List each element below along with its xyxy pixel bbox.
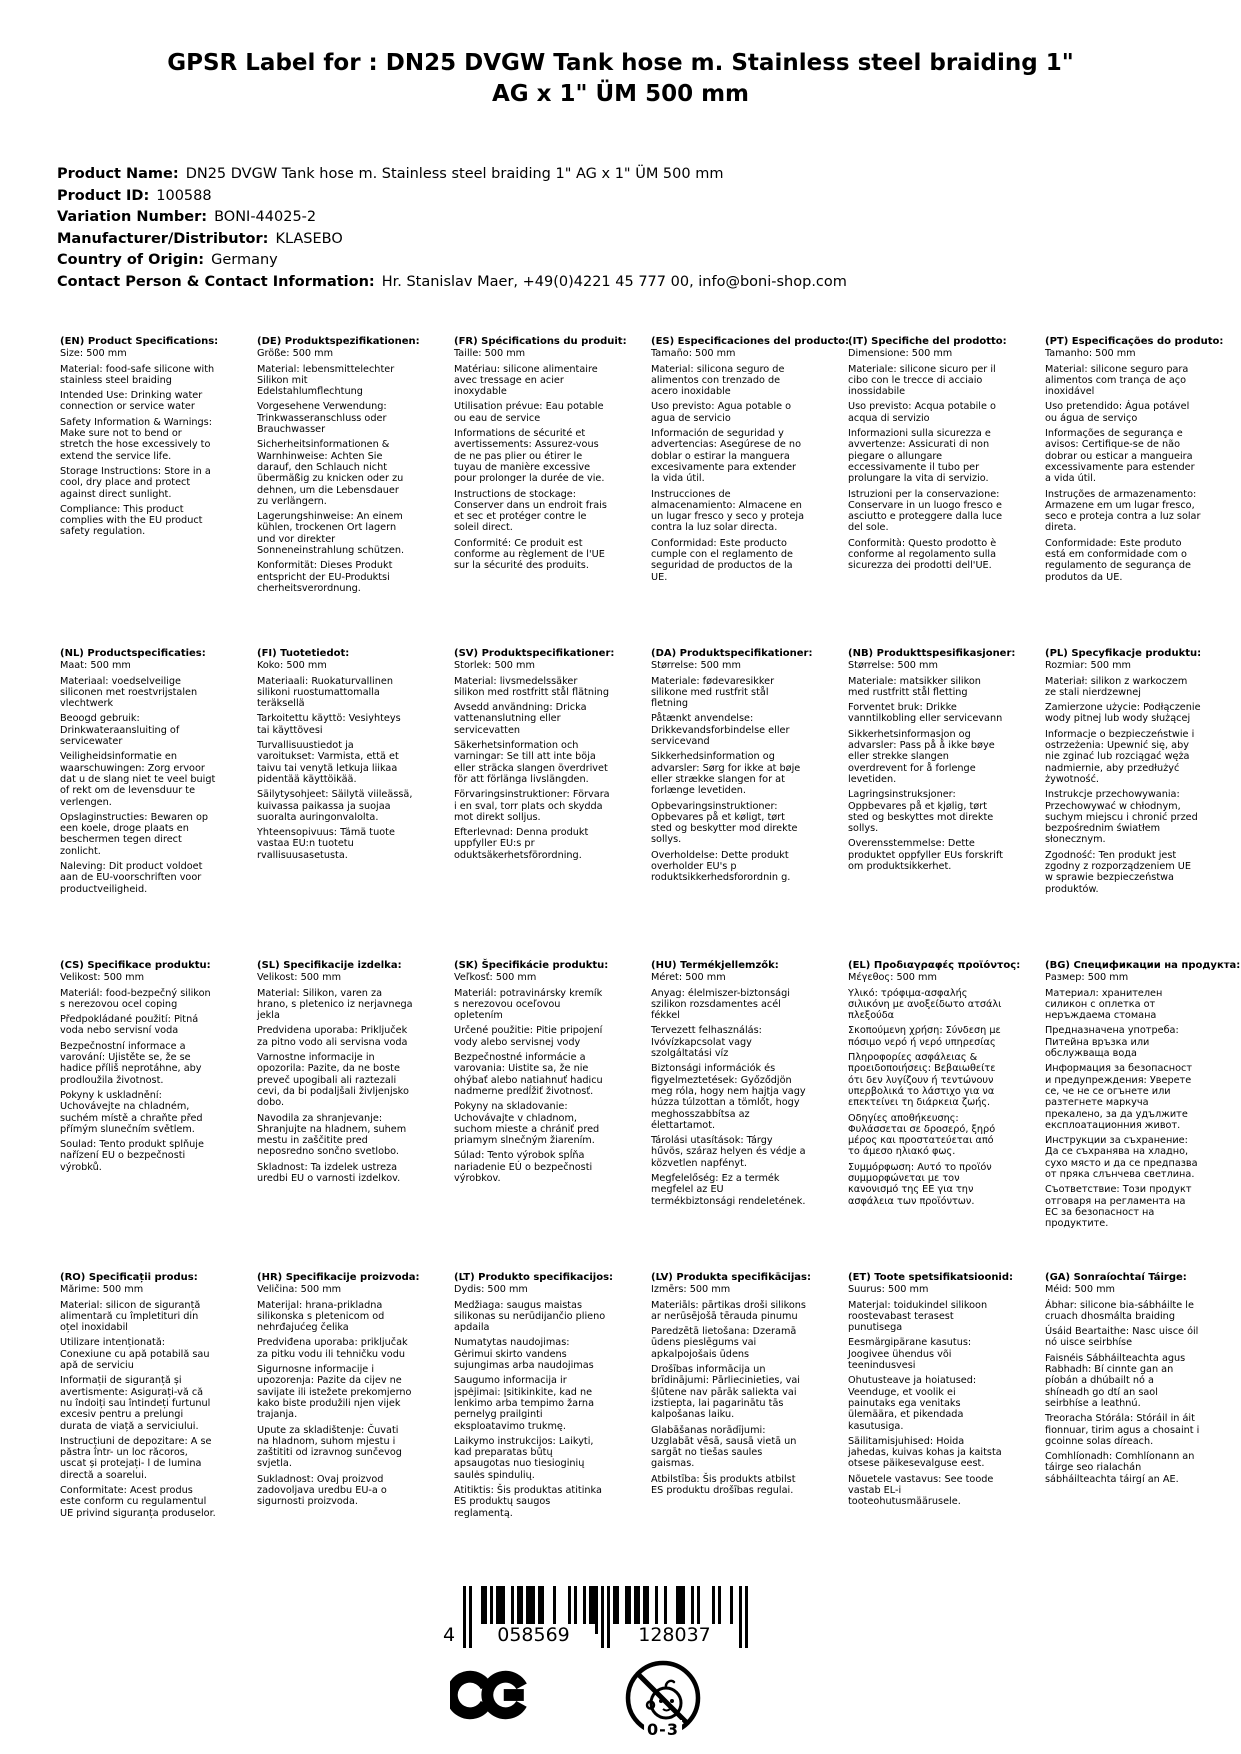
spec-block-sk [454, 960, 610, 1272]
spec-item: Súlad: Tento výrobok spĺňa nariadenie EÚ o bezpečnosti výrobkov. [454, 1150, 593, 1185]
spec-heading: (SL) Specifikacije izdelka: [257, 960, 402, 971]
spec-item: Påtænkt anvendelse: Drikkevandsforbindelse eller servicevand [651, 713, 790, 748]
spec-item: Istruzioni per la conservazione: Conservare in un luogo fresco e asciutto e proteggere dalla luce del sole. [848, 488, 1003, 534]
spec-item: Informações de segurança e avisos: Certifique-se de não dobrar ou esticar a mangueira excessivamente para estender a vida útil. [1045, 428, 1195, 485]
spec-heading: (HU) Termékjellemzők: [651, 960, 779, 971]
spec-heading: (ET) Toote spetsifikatsioonid: [848, 1272, 1014, 1283]
spec-item: Méret: 500 mm [651, 972, 726, 984]
spec-item: Veličina: 500 mm [257, 1284, 342, 1296]
spec-item: Yhteensopivuus: Tämä tuote vastaa EU:n tuotetu rvallisuusasetusta. [257, 827, 395, 861]
spec-item: Ohutusteave ja hoiatused: Veenduge, et voolik ei painutaks ega venitaks ülemäära, et pikendada kasutusiga. [848, 1375, 977, 1432]
spec-item: Informacje o bezpieczeństwie i ostrzeżenia: Upewnić się, aby nie zginać lub rozciągać węża nadmiernie, aby przedłużyć żywotność. [1045, 728, 1195, 785]
spec-heading: (DE) Produktspezifikationen: [257, 336, 420, 347]
spec-item: Säkerhetsinformation och varningar: Se till att inte böja eller sträcka slangen överdrivet för att förlänga livslängden. [454, 740, 608, 785]
product-info-value: BONI-44025-2 [214, 209, 317, 226]
spec-block-en [60, 336, 219, 648]
spec-item: Material: Silikon, varen za hrano, s pletenico iz nerjavnega jekla [257, 987, 413, 1022]
spec-item: Lagerungshinweise: An einem kühlen, trockenen Ort lagern und vor direkter Sonneneinstrahlung schützen. [257, 511, 405, 557]
spec-item: Atbilstība: Šis produkts atbilst ES produktu drošības regulai. [651, 1473, 796, 1497]
ce-mark-icon [450, 1666, 532, 1724]
product-info-label: Contact Person & Contact Information: [57, 273, 375, 290]
spec-item: Soulad: Tento produkt splňuje nařízení EU o bezpečnosti výrobků. [60, 1139, 204, 1173]
spec-item: Conformitate: Acest produs este conform cu regulamentul UE privind siguranța produselor. [60, 1485, 216, 1519]
spec-block-hu [651, 960, 807, 1272]
spec-item: Upute za skladištenje: Čuvati na hladnom, suhom mjestu i zaštititi od izravnog sunčevog svjetla. [257, 1424, 402, 1470]
spec-block-hr [257, 1272, 420, 1584]
spec-item: Größe: 500 mm [257, 348, 334, 360]
spec-item: Materijal: hrana-prikladna silikonska s pletenicom od nehrđajućeg čelika [257, 1299, 385, 1334]
spec-item: Taille: 500 mm [454, 348, 526, 360]
spec-heading: (FI) Tuotetiedot: [257, 648, 350, 659]
spec-item: Uso previsto: Acqua potabile o acqua di servizio [848, 401, 996, 424]
spec-block-sl [257, 960, 413, 1272]
spec-item: Beoogd gebruik: Drinkwateraansluiting of servicewater [60, 713, 180, 748]
spec-item: Pokyny k uskladnění: Uchovávejte na chladném, suchém místě a chraňte před přímým slunečním světlem. [60, 1089, 203, 1135]
spec-item: Μέγεθος: 500 mm [848, 972, 937, 984]
spec-item: Съответствие: Този продукт отговаря на регламента на ЕС за безопасност на продуктите. [1045, 1184, 1192, 1230]
spec-block-de [257, 336, 420, 648]
spec-item: Zamierzone użycie: Podłączenie wody pitnej lub wody służącej [1045, 702, 1201, 725]
spec-item: Overensstemmelse: Dette produktet oppfyller EUs forskrift om produktsikkerhet. [848, 838, 1004, 873]
spec-item: Инструкции за съхранение: Да се съхранява на хладно, сухо място и да се предпазва от пряка слънчева светлина. [1045, 1135, 1198, 1181]
spec-item: Saugumo informacija ir įspėjimai: Įsitikinkite, kad ne lenkimo arba tempimo žarna pernelyg prailginti eksploatavimo trukmę. [454, 1375, 595, 1432]
spec-item: Materiál: potravinársky kremík s nerezovou oceľovou opletením [454, 987, 603, 1022]
spec-item: Материал: хранителен силикон с оплетка от неръждаема стомана [1045, 987, 1163, 1022]
spec-item: Matériau: silicone alimentaire avec tressage en acier inoxydable [454, 363, 598, 398]
spec-item: Avsedd användning: Dricka vattenanslutning eller servicevatten [454, 702, 587, 736]
spec-item: Nõuetele vastavus: See toode vastab EL-i tooteohutusmäärusele. [848, 1473, 994, 1508]
spec-block-pl [1045, 648, 1201, 960]
spec-item: Informații de siguranță și avertismente: Asigurați-vă că nu îndoiți sau întindeți furtunul excesiv pentru a prelungi durata de viață a serviciului. [60, 1375, 211, 1432]
product-info-label: Manufacturer/Distributor: [57, 230, 269, 247]
spec-item: Predviđena uporaba: priključak za pitku vodu ili tehničku vodu [257, 1337, 408, 1360]
spec-item: Storlek: 500 mm [454, 660, 535, 672]
spec-heading: (LT) Produkto specifikacijos: [454, 1272, 614, 1283]
spec-item: Sicherheitsinformationen & Warnhinweise: Achten Sie darauf, den Schlauch nicht übermäßig zu knicken oder zu dehnen, um die Lebensdauer zu verlängern. [257, 439, 404, 507]
spec-heading: (CS) Specifikace produktu: [60, 960, 211, 971]
spec-item: Storage Instructions: Store in a cool, dry place and protect against direct sunlight. [60, 465, 211, 500]
product-info-label: Country of Origin: [57, 252, 205, 269]
spec-item: Lagringsinstruksjoner: Oppbevares på et kjølig, tørt sted og beskyttes mot direkte sollys. [848, 789, 994, 835]
spec-item: Faisnéis Sábháilteachta agus Rabhadh: Bí cinnte gan an píobán a dhúbailt nó a shíneadh go dtí an saol seirbhíse a leathnú. [1045, 1352, 1186, 1409]
spec-item: Información de seguridad y advertencias: Asegúrese de no doblar o estirar la manguera excesivamente para extender la vida útil. [651, 428, 801, 485]
age-warning-text: 0-3 [644, 1720, 682, 1739]
spec-item: Určené použitie: Pitie pripojení vody alebo servisnej vody [454, 1025, 603, 1048]
spec-item: Instructions de stockage: Conserver dans un endroit frais et sec et protéger contre le soleil direct. [454, 488, 607, 534]
document-title [60, 48, 1181, 110]
spec-item: Veiligheidsinformatie en waarschuwingen: Zorg ervoor dat u de slang niet te veel buigt of rekt om de levensduur te verlengen. [60, 751, 216, 808]
spec-heading: (FR) Spécifications du produit: [454, 336, 627, 347]
spec-item: Tárolási utasítások: Tárgy hűvös, száraz helyen és védje a közvetlen napfényt. [651, 1135, 806, 1169]
spec-item: Material: livsmedelssäker silikon med rostfritt stål flätning [454, 675, 609, 698]
spec-item: Materiał: silikon z warkoczem ze stali nierdzewnej [1045, 675, 1188, 698]
spec-item: Instrukcje przechowywania: Przechowywać w chłodnym, suchym miejscu i chronić przed bezpośrednim światłem słonecznym. [1045, 789, 1198, 846]
spec-item: Laikymo instrukcijos: Laikyti, kad preparatas būtų apsaugotas nuo tiesioginių saulės spindulių. [454, 1435, 594, 1481]
spec-item: Medžiaga: saugus maistas silikonas su nerūdijančio plieno apdaila [454, 1299, 606, 1334]
spec-item: Velikost: 500 mm [257, 972, 342, 984]
product-info-row [57, 229, 847, 251]
spec-item: Sikkerhetsinformasjon og advarsler: Pass på å ikke bøye eller strekke slangen overdrevent for å forlenge levetiden. [848, 728, 995, 785]
product-info-row [57, 250, 847, 272]
spec-heading: (IT) Specifiche del prodotto: [848, 336, 1007, 347]
spec-item: Skladnost: Ta izdelek ustreza uredbi EU o varnosti izdelkov. [257, 1161, 401, 1185]
barcode-group1: 058569 [472, 1624, 595, 1646]
spec-item: Uso pretendido: Água potável ou água de serviço [1045, 401, 1190, 424]
spec-item: Tervezett felhasználás: Ivóvízkapcsolat vagy szolgáltatási víz [651, 1025, 762, 1060]
spec-heading: (NB) Produkttspesifikasjoner: [848, 648, 1016, 659]
spec-item: Size: 500 mm [60, 348, 127, 360]
spec-item: Säilitamisjuhised: Hoida jahedas, kuivas kohas ja kaitsta otsese päikesevalguse eest. [848, 1435, 1002, 1470]
spec-item: Atitiktis: Šis produktas atitinka ES produktų saugos reglamentą. [454, 1485, 602, 1519]
spec-item: Forventet bruk: Drikke vanntilkobling eller servicevann [848, 702, 1003, 725]
spec-item: Sikkerhedsinformation og advarsler: Sørg for ikke at bøje eller strække slangen for at forlænge levetiden. [651, 751, 801, 797]
spec-heading: (EN) Product Specifications: [60, 336, 219, 347]
spec-item: Biztonsági információk és figyelmeztetések: Győződjön meg róla, hogy nem hajtja vagy húzza túlzottan a tömlőt, hogy meghosszabbítsa az élettartamot. [651, 1063, 806, 1131]
spec-item: Overholdelse: Dette produkt overholder EU's p roduktsikkerhedsforordnin g. [651, 849, 791, 884]
spec-item: Zgodność: Ten produkt jest zgodny z rozporządzeniem UE w sprawie bezpieczeństwa produktów. [1045, 849, 1192, 895]
product-info-row [57, 272, 847, 294]
spec-heading: (ES) Especificaciones del producto: [651, 336, 850, 347]
product-info-row [57, 164, 847, 186]
spec-item: Eesmärgipärane kasutus: Joogivee ühendus või teenindusvesi [848, 1337, 972, 1372]
spec-block-pt [1045, 336, 1224, 648]
spec-block-ga [1045, 1272, 1201, 1584]
spec-block-lv [651, 1272, 811, 1584]
spec-item: Maat: 500 mm [60, 660, 131, 672]
spec-item: Opslaginstructies: Bewaren op een koele, droge plaats en beschermen tegen direct zonlicht. [60, 811, 209, 857]
spec-item: Tamaño: 500 mm [651, 348, 736, 360]
spec-item: Materiale: matsikker silikon med rustfritt stål fletting [848, 675, 981, 698]
spec-item: Material: silicon de siguranță alimentară cu împletituri din oțel inoxidabil [60, 1299, 201, 1334]
spec-item: Dimensione: 500 mm [848, 348, 953, 360]
spec-item: Säilytysohjeet: Säilytä viileässä, kuivassa paikassa ja suojaa suoralta auringonvalolta. [257, 789, 413, 823]
spec-item: Naleving: Dit product voldoet aan de EU-voorschriften voor productveiligheid. [60, 861, 203, 895]
spec-item: Størrelse: 500 mm [651, 660, 741, 672]
spec-heading: (PT) Especificações do produto: [1045, 336, 1224, 347]
spec-item: Bezpečnostní informace a varování: Ujistěte se, že se hadice příliš neprotáhne, aby prodloužila životnost. [60, 1040, 202, 1086]
document-title-line2: AG x 1" ÜM 500 mm [491, 81, 750, 107]
spec-item: Πληροφορίες ασφάλειας & προειδοποιήσεις: Βεβαιωθείτε ότι δεν λυγίζουν ή τεντώνουν υπερβολικά το λάστιχο για να επεκτείνει τη διάρκεια ζωής. [848, 1052, 996, 1109]
spec-item: Tarkoitettu käyttö: Vesiyhteys tai käyttövesi [257, 713, 401, 736]
product-info-label: Variation Number: [57, 209, 208, 226]
spec-item: Úsáid Beartaithe: Nasc uisce óil nó uisce seirbhíse [1045, 1326, 1199, 1349]
spec-block-nb [848, 648, 1016, 960]
spec-item: Информация за безопасност и предупреждения: Уверете се, че не се огънете или разтегнете маркуча прекалено, за да удължите експлоатационния живот. [1045, 1063, 1192, 1131]
spec-item: Conformidad: Este producto cumple con el reglamento de seguridad de productos de la UE. [651, 537, 793, 583]
spec-heading: (GA) Sonraíochtaí Táirge: [1045, 1272, 1187, 1283]
spec-heading: (NL) Productspecificaties: [60, 648, 206, 659]
age-warning-symbol [623, 1658, 703, 1754]
spec-item: Informations de sécurité et avertissements: Assurez-vous de ne pas plier ou étirer le tuyau de manière excessive pour prolonger la durée de vie. [454, 428, 605, 485]
spec-item: Předpokládané použití: Pitná voda nebo servisní voda [60, 1014, 199, 1037]
product-info-value: 100588 [156, 187, 212, 204]
spec-block-el [848, 960, 1021, 1272]
spec-item: Vorgesehene Verwendung: Trinkwasseranschluss oder Brauchwasser [257, 401, 387, 436]
ean-barcode [443, 1586, 756, 1654]
spec-heading: (EL) Προδιαγραφές προϊόντος: [848, 960, 1021, 971]
spec-block-nl [60, 648, 216, 960]
product-info-row [57, 207, 847, 229]
spec-item: Tamanho: 500 mm [1045, 348, 1136, 360]
spec-item: Bezpečnostné informácie a varovania: Uistite sa, že nie ohýbať alebo natiahnuť hadicu nadmerne predĺžiť životnosť. [454, 1052, 603, 1097]
spec-item: Conformità: Questo prodotto è conforme al regolamento sulla sicurezza dei prodotti dell'UE. [848, 537, 997, 572]
spec-item: Velikost: 500 mm [60, 972, 145, 984]
spec-item: Varnostne informacije in opozorila: Pazite, da ne boste preveč upogibali ali raztezali cevi, da bi podaljšali življenjsko dobo. [257, 1052, 409, 1109]
product-info-label: Product Name: [57, 166, 179, 182]
barcode-left-digit: 4 [443, 1624, 456, 1646]
product-info-row [57, 186, 847, 208]
spec-item: Instrucciones de almacenamiento: Almacene en un lugar fresco y seco y proteja contra la luz solar directa. [651, 488, 805, 534]
spec-item: Informazioni sulla sicurezza e avvertenze: Assicurati di non piegare o allungare eccessivamente il tubo per prolungare la vita di servizio. [848, 428, 991, 485]
product-info [57, 164, 847, 294]
spec-item: Σκοπούμενη χρήση: Σύνδεση με πόσιμο νερό ή νερό υπηρεσίας [848, 1025, 1001, 1048]
spec-item: Instrucțiuni de depozitare: A se păstra într- un loc răcoros, uscat și protejați- l de lumina directă a soarelui. [60, 1435, 212, 1481]
spec-item: Megfelelőség: Ez a termék megfelel az EU termékbiztonsági rendeletének. [651, 1173, 806, 1207]
language-specs-grid [60, 336, 1241, 1584]
spec-item: Predvidena uporaba: Priključek za pitno vodo ali servisna voda [257, 1025, 408, 1048]
spec-block-et [848, 1272, 1014, 1584]
spec-item: Materiale: silicone sicuro per il cibo con le trecce di acciaio inossidabile [848, 363, 996, 398]
spec-item: Material: silicone seguro para alimentos com trança de aço inoxidável [1045, 363, 1189, 398]
spec-item: Dydis: 500 mm [454, 1284, 528, 1296]
spec-block-it [848, 336, 1007, 648]
spec-item: Compliance: This product complies with the EU product safety regulation. [60, 503, 203, 538]
spec-item: Materjal: toidukindel silikoon roostevabast terasest punutisega [848, 1299, 988, 1334]
spec-item: Intended Use: Drinking water connection or service water [60, 390, 203, 413]
spec-heading: (RO) Specificații produs: [60, 1272, 198, 1283]
spec-item: Koko: 500 mm [257, 660, 327, 672]
spec-item: Paredzētā lietošana: Dzeramā ūdens pieslēgums vai apkalpojošais ūdens [651, 1326, 797, 1360]
spec-block-bg [1045, 960, 1241, 1272]
spec-item: Comhlíonadh: Comhlíonann an táirge seo rialachán sábháilteachta táirgí an AE. [1045, 1451, 1195, 1485]
spec-item: Navodila za shranjevanje: Shranjujte na hladnem, suhem mestu in zaščitite pred neposredno sončno svetlobo. [257, 1112, 407, 1158]
spec-item: Rozmiar: 500 mm [1045, 660, 1131, 672]
spec-item: Materiāls: pārtikas droši silikons ar nerūsējošā tērauda pinumu [651, 1299, 806, 1322]
spec-item: Méid: 500 mm [1045, 1284, 1115, 1296]
spec-item: Material: food-safe silicone with stainless steel braiding [60, 363, 215, 386]
document-title-line1: GPSR Label for : DN25 DVGW Tank hose m. Stainless steel braiding 1" [167, 50, 1074, 76]
spec-item: Förvaringsinstruktioner: Förvara i en sval, torr plats och skydda mot direkt solljus. [454, 789, 610, 823]
product-info-value: KLASEBO [275, 230, 343, 247]
spec-item: Glabāšanas norādījumi: Uzglabāt vēsā, sausā vietā un sargāt no tiešas saules gaismas. [651, 1424, 797, 1470]
spec-item: Drošības informācija un brīdinājumi: Pārliecinieties, vai šļūtene nav pārāk saliekta vai izstiepta, lai pagarinātu tās kalpošanas laiku. [651, 1364, 800, 1421]
spec-item: Suurus: 500 mm [848, 1284, 929, 1296]
spec-item: Veľkosť: 500 mm [454, 972, 537, 984]
spec-block-es [651, 336, 850, 648]
spec-heading: (SK) Špecifikácie produktu: [454, 960, 609, 971]
spec-item: Предназначена употреба: Питейна връзка или обслужваща вода [1045, 1025, 1179, 1060]
spec-item: Συμμόρφωση: Αυτό το προϊόν συμμορφώνεται με τον κανονισμό της ΕΕ για την ασφάλεια των προϊόντων. [848, 1161, 992, 1207]
spec-item: Υλικό: τρόφιμα-ασφαλής σιλικόνη με ανοξείδωτο ατσάλι πλεξούδα [848, 987, 1002, 1022]
spec-item: Anyag: élelmiszer-biztonsági szilikon rozsdamentes acél fékkel [651, 987, 790, 1022]
spec-heading: (LV) Produkta specifikācijas: [651, 1272, 811, 1283]
product-info-value: DN25 DVGW Tank hose m. Stainless steel braiding 1" AG x 1" ÜM 500 mm [185, 166, 724, 182]
spec-heading: (HR) Specifikacije proizvoda: [257, 1272, 420, 1283]
spec-item: Materiaal: voedselveilige siliconen met roestvrijstalen vlechtwerk [60, 675, 198, 710]
spec-item: Numatytas naudojimas: Gėrimui skirto vandens sujungimas arba naudojimas [454, 1337, 594, 1372]
spec-item: Turvallisuustiedot ja varoitukset: Varmista, että et taivu tai venytä letkuja liikaa pidentää käyttöikää. [257, 740, 399, 785]
spec-item: Utilisation prévue: Eau potable ou eau de service [454, 401, 604, 424]
spec-item: Safety Information & Warnings: Make sure not to bend or stretch the hose excessively to extend the service life. [60, 416, 212, 462]
spec-item: Treoracha Stórála: Stóráil in áit fionnuar, tirim agus a chosaint i gcoinne solas díreach. [1045, 1413, 1200, 1447]
spec-item: Pokyny na skladovanie: Uchovávajte v chladnom, suchom mieste a chrániť pred priamym slnečným žiarením. [454, 1101, 600, 1147]
product-info-label: Product ID: [57, 187, 150, 204]
spec-item: Opbevaringsinstruktioner: Opbevares på et køligt, tørt sted og beskytter mod direkte sollys. [651, 800, 798, 846]
spec-item: Størrelse: 500 mm [848, 660, 938, 672]
spec-block-sv [454, 648, 615, 960]
spec-item: Izmērs: 500 mm [651, 1284, 731, 1296]
product-info-value: Germany [211, 252, 278, 269]
spec-block-cs [60, 960, 216, 1272]
spec-heading: (DA) Produktspecifikationer: [651, 648, 813, 659]
spec-block-da [651, 648, 813, 960]
spec-block-fi [257, 648, 413, 960]
spec-item: Sukladnost: Ovaj proizvod zadovoljava uredbu EU-a o sigurnosti proizvoda. [257, 1473, 387, 1508]
spec-item: Instruções de armazenamento: Armazene em um lugar fresco, seco e proteja contra a luz solar direta. [1045, 488, 1201, 534]
barcode-group2: 128037 [613, 1624, 736, 1646]
spec-heading: (BG) Спецификации на продукта: [1045, 960, 1241, 971]
spec-item: Conformidade: Este produto está em conformidade com o regulamento de segurança de produtos da UE. [1045, 537, 1191, 583]
spec-item: Materiale: fødevaresikker silikone med rustfrit stål fletning [651, 675, 775, 710]
spec-item: Materiál: food-bezpečný silikon s nerezovou ocel coping [60, 987, 211, 1010]
spec-item: Material: silicona seguro de alimentos con trenzado de acero inoxidable [651, 363, 785, 398]
spec-item: Efterlevnad: Denna produkt uppfyller EU:s pr oduktsäkerhetsförordning. [454, 827, 589, 861]
spec-item: Uso previsto: Agua potable o agua de servicio [651, 401, 792, 424]
spec-item: Konformität: Dieses Produkt entspricht der EU-Produktsi cherheitsverordnung. [257, 560, 393, 594]
spec-item: Οδηγίες αποθήκευσης: Φυλάσσεται σε δροσερό, ξηρό μέρος και προστατεύεται από το άμεσο ηλιακό φως. [848, 1112, 996, 1158]
spec-item: Sigurnosne informacije i upozorenja: Pazite da cijev ne savijate ili istežete prekomjerno kako biste produžili njen vijek trajanja. [257, 1364, 412, 1421]
product-info-value: Hr. Stanislav Maer, +49(0)4221 45 777 00, info@boni-shop.com [381, 273, 847, 290]
spec-item: Ábhar: silicone bia-sábháilte le cruach dhosmálta braiding [1045, 1299, 1194, 1322]
spec-item: Materiaali: Ruokaturvallinen silikoni ruostumattomalla teräksellä [257, 675, 393, 710]
spec-block-lt [454, 1272, 614, 1584]
spec-block-ro [60, 1272, 216, 1584]
spec-item: Material: lebensmittelechter Silikon mit Edelstahlumflechtung [257, 363, 395, 398]
spec-block-fr [454, 336, 627, 648]
spec-item: Utilizare intenționată: Conexiune cu apă potabilă sau apă de serviciu [60, 1337, 210, 1372]
spec-heading: (SV) Produktspecifikationer: [454, 648, 615, 659]
spec-item: Mărime: 500 mm [60, 1284, 144, 1296]
spec-item: Conformité: Ce produit est conforme au règlement de l'UE sur la sécurité des produits. [454, 537, 605, 572]
spec-heading: (PL) Specyfikacje produktu: [1045, 648, 1202, 659]
spec-item: Размер: 500 mm [1045, 972, 1129, 984]
ce-mark [450, 1666, 532, 1728]
